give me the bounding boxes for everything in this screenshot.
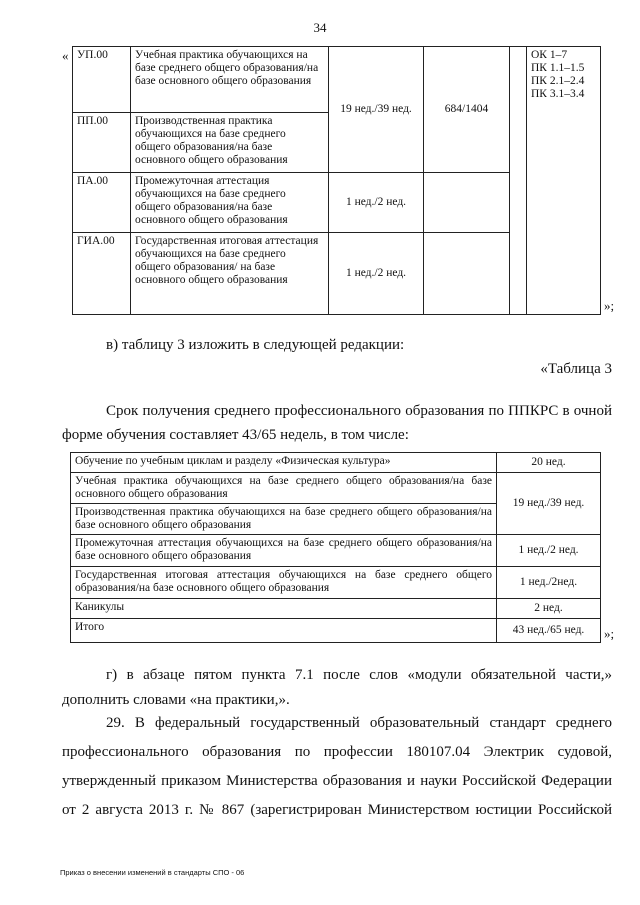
row-label: Промежуточная аттестация обучающихся на базе среднего общего образования/на базе основного общего образования [71,535,497,567]
row-code: ПП.00 [73,113,131,173]
row-hours [424,173,510,233]
row-name: Государственная итоговая аттестация обучающихся на базе среднего общего образования/ на базе основного общего образования [131,233,329,315]
competency: ПК 3.1–3.4 [531,88,585,100]
row-label: Государственная итоговая аттестация обучающихся на базе среднего общего образования/на базе основного общего образования [71,567,497,599]
table-row [71,473,601,504]
duration-table [70,452,601,643]
row-code: ГИА.00 [73,233,131,315]
empty-cell [510,47,527,315]
row-label: Учебная практика обучающихся на базе среднего общего образования/на базе основного общего образования [71,473,497,504]
paragraph-29-line3: утвержденный приказом Министерства образования и науки Российской Федерации [62,773,612,789]
table-row [73,47,601,113]
competency: ПК 1.1–1.5 [531,62,585,74]
row-name: Промежуточная аттестация обучающихся на базе среднего общего образования/на базе основного общего образования [131,173,329,233]
intro-line1: Срок получения среднего профессионального образования по ППКРС в очной [106,403,612,419]
merged-weeks: 19 нед./39 нед. [329,47,424,173]
competency: ПК 2.1–2.4 [531,75,585,87]
row-label: Итого [71,619,497,643]
row-name: Производственная практика обучающихся на базе среднего общего образования/на базе основного общего образования [131,113,329,173]
row-value: 1 нед./2нед. [497,567,601,599]
table1-open-quote: « [62,48,69,63]
intro-line2: форме обучения составляет 43/65 недель, в том числе: [62,427,409,443]
footer-note: Приказ о внесении изменений в стандарты СПО - 06 [60,868,245,877]
table-row [71,453,601,473]
page-number: 34 [313,20,327,35]
table-row [71,599,601,619]
curriculum-table [72,46,601,315]
paragraph-29-line1: 29. В федеральный государственный образовательный стандарт среднего [106,715,612,731]
row-weeks: 1 нед./2 нед. [329,173,424,233]
row-value: 43 нед./65 нед. [497,619,601,643]
row-value: 20 нед. [497,453,601,473]
paragraph-g-line2: дополнить словами «на практики,». [62,692,290,708]
row-value: 2 нед. [497,599,601,619]
table-row [71,619,601,643]
table1-close-mark: »; [604,298,615,313]
row-code: УП.00 [73,47,131,113]
merged-hours: 684/1404 [424,47,510,173]
row-name: Учебная практика обучающихся на базе среднего общего образования/на базе основного общего образования [131,47,329,113]
merged-value: 19 нед./39 нед. [497,473,601,535]
row-hours [424,233,510,315]
paragraph-29-line4: от 2 августа 2013 г. № 867 (зарегистрирован Министерством юстиции Российской [62,802,612,818]
row-value: 1 нед./2 нед. [497,535,601,567]
competencies-cell [527,47,601,315]
table-row [71,535,601,567]
row-weeks: 1 нед./2 нед. [329,233,424,315]
paragraph-g-line1: г) в абзаце пятом пункта 7.1 после слов «модули обязательной части,» [106,667,612,683]
paragraph-v: в) таблицу 3 изложить в следующей редакции: [106,337,405,353]
table3-label: «Таблица 3 [540,361,612,377]
row-label: Каникулы [71,599,497,619]
row-label: Производственная практика обучающихся на базе среднего общего образования/на базе основного общего образования [71,504,497,535]
table-row [71,567,601,599]
table2-close-mark: »; [604,626,615,641]
paragraph-29-line2: профессионального образования по профессии 180107.04 Электрик судовой, [62,744,612,760]
competency: ОК 1–7 [531,49,568,61]
row-label: Обучение по учебным циклам и разделу «Физическая культура» [71,453,497,473]
row-code: ПА.00 [73,173,131,233]
